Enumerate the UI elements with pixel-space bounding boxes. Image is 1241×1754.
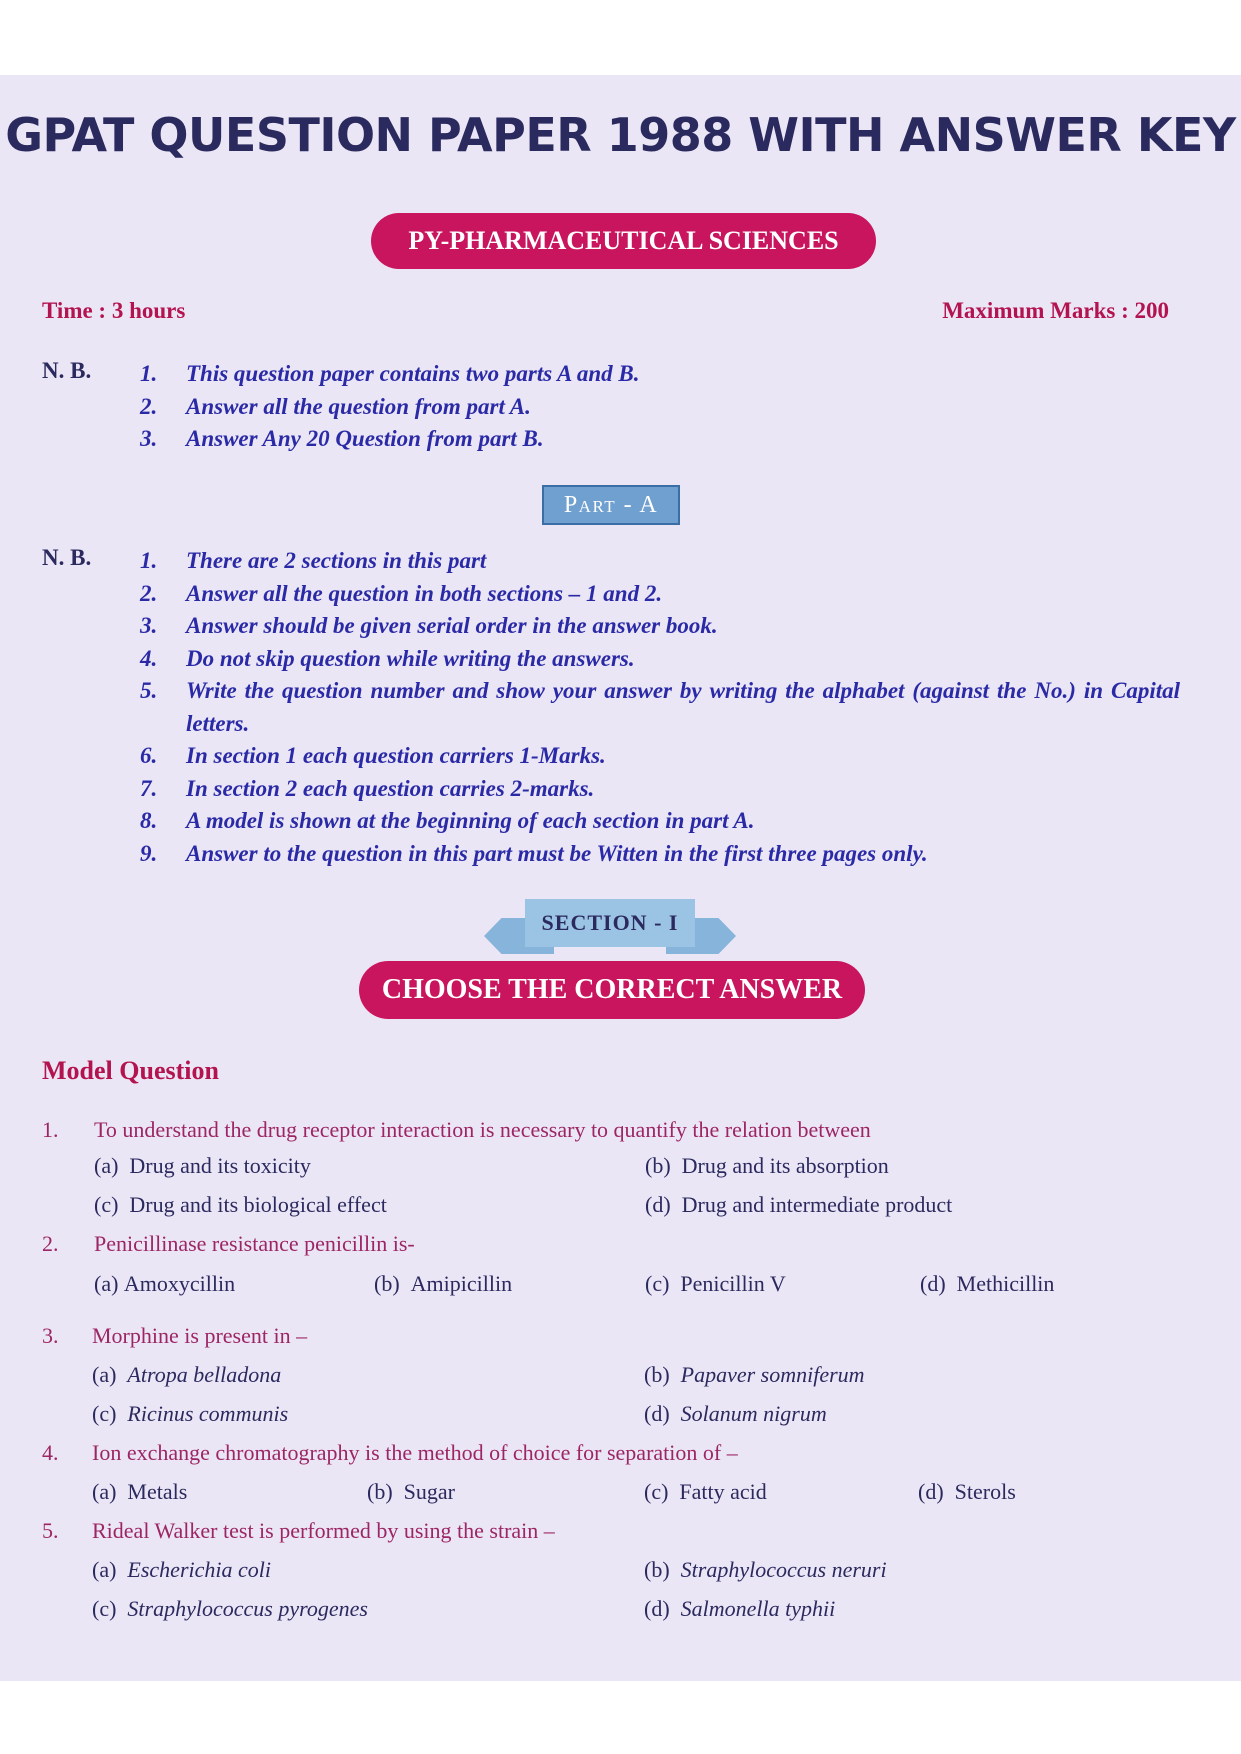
part-a-heading: Part - A: [542, 485, 680, 525]
question-number: 5.: [42, 1518, 59, 1543]
list-item: 2. Answer all the question from part A.: [140, 393, 531, 419]
list-item: 1. This question paper contains two parts A and B.: [140, 361, 640, 386]
question-text: Rideal Walker test is performed by using the strain –: [92, 1518, 555, 1543]
option: (b) Amipicillin: [374, 1271, 513, 1296]
option: (a) Amoxycillin: [94, 1271, 236, 1296]
list-item: 3. Answer should be given serial order in the answer book.: [140, 613, 718, 638]
option: (c) Fatty acid: [644, 1479, 767, 1504]
option: (b) Sugar: [367, 1479, 455, 1504]
section-label: SECTION - I: [525, 899, 695, 947]
option: (a) Atropa belladona: [92, 1362, 282, 1387]
list-item: 5. Write the question number and show your answer by writing the alphabet (against the No.) in Capital letters.: [140, 678, 1180, 736]
option: (a) Escherichia coli: [92, 1557, 271, 1582]
list-item: 9. Answer to the question in this part must be Witten in the first three pages only.: [140, 840, 928, 866]
option: (c) Penicillin V: [645, 1271, 786, 1296]
option: (d) Methicillin: [920, 1271, 1055, 1296]
time-label: Time : 3 hours: [42, 298, 186, 323]
list-item: 1. There are 2 sections in this part: [140, 548, 487, 573]
question-text: To understand the drug receptor interaction is necessary to quantify the relation between: [94, 1117, 871, 1142]
option: (b) Straphylococcus neruri: [644, 1557, 887, 1582]
option: (d) Sterols: [918, 1479, 1016, 1504]
option: (b) Drug and its absorption: [645, 1153, 889, 1178]
question-number: 4.: [42, 1440, 59, 1465]
general-notes-label: N. B.: [42, 358, 92, 383]
list-item: 4. Do not skip question while writing the answers.: [140, 645, 635, 671]
option: (c) Ricinus communis: [92, 1401, 289, 1426]
general-notes-list: [140, 358, 1180, 456]
question-number: 2.: [42, 1231, 59, 1256]
option: (a) Drug and its toxicity: [94, 1153, 311, 1178]
question-text: Morphine is present in –: [92, 1323, 308, 1348]
option: (d) Drug and intermediate product: [645, 1192, 953, 1217]
list-item: 2. Answer all the question in both sections – 1 and 2.: [140, 580, 663, 606]
subject-badge: PY-PHARMACEUTICAL SCIENCES: [371, 213, 876, 269]
question-number: 1.: [42, 1117, 59, 1142]
max-marks-label: Maximum Marks : 200: [942, 298, 1169, 323]
list-item: 3. Answer Any 20 Question from part B.: [140, 426, 544, 451]
option: (c) Drug and its biological effect: [94, 1192, 387, 1217]
part-a-notes-list: [140, 545, 1180, 870]
instruction-banner: CHOOSE THE CORRECT ANSWER: [359, 961, 865, 1019]
list-item: 8. A model is shown at the beginning of each section in part A.: [140, 808, 755, 833]
question-text: Penicillinase resistance penicillin is-: [94, 1231, 415, 1256]
question-number: 3.: [42, 1323, 59, 1348]
option: (d) Solanum nigrum: [644, 1401, 827, 1426]
model-question-heading: Model Question: [42, 1056, 219, 1085]
part-a-notes-label: N. B.: [42, 545, 92, 570]
option: (b) Papaver somniferum: [644, 1362, 865, 1387]
option: (c) Straphylococcus pyrogenes: [92, 1596, 368, 1621]
option: (d) Salmonella typhii: [644, 1596, 836, 1621]
list-item: 6. In section 1 each question carriers 1-Marks.: [140, 743, 606, 768]
option: (a) Metals: [92, 1479, 188, 1504]
page-title: GPAT QUESTION PAPER 1988 WITH ANSWER KEY: [5, 108, 1236, 162]
question-text: Ion exchange chromatography is the method of choice for separation of –: [92, 1440, 738, 1465]
list-item: 7. In section 2 each question carries 2-marks.: [140, 775, 595, 801]
